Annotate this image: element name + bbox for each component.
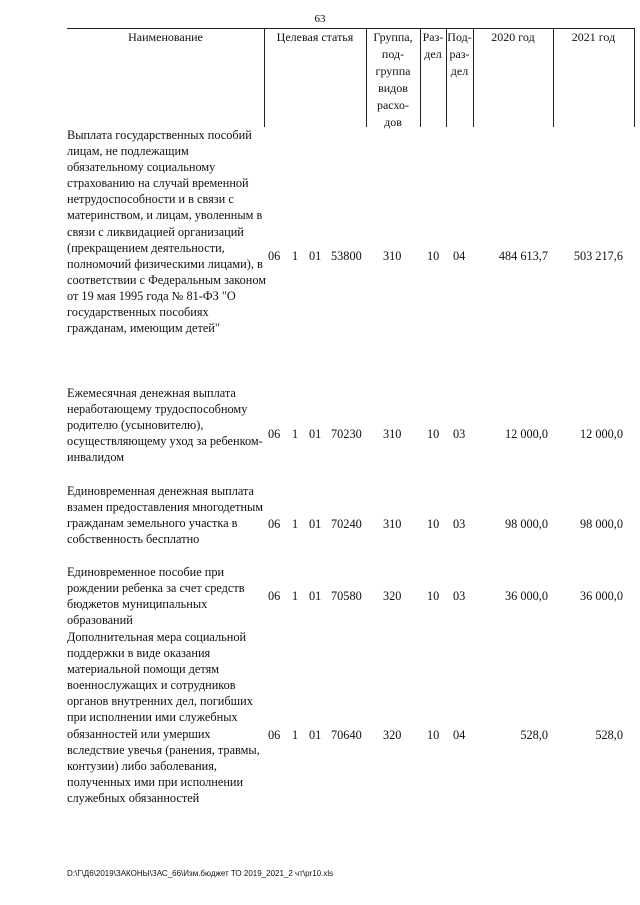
amount-2021: 36 000,0 — [579, 589, 623, 603]
section-code: 10 — [427, 517, 440, 531]
table-row — [0, 385, 640, 470]
header-2021: 2021 год — [571, 30, 616, 44]
subsection-code: 03 — [453, 427, 466, 441]
header-target: Целевая статья — [276, 30, 354, 44]
target-code: 70640 — [331, 728, 362, 742]
subsection-code: 04 — [453, 728, 466, 742]
header-section-line: Раз- — [422, 30, 444, 44]
target-event: 01 — [309, 427, 322, 441]
amount-2020: 36 000,0 — [504, 589, 548, 603]
section-code: 10 — [427, 249, 440, 263]
target-subprogram: 1 — [292, 427, 299, 441]
subsection-code: 03 — [453, 589, 466, 603]
target-subprogram: 1 — [292, 517, 299, 531]
header-name: Наименование — [128, 30, 203, 44]
target-event: 01 — [309, 589, 322, 603]
group-code: 320 — [383, 728, 402, 742]
section-code: 10 — [427, 589, 440, 603]
target-subprogram: 1 — [292, 589, 299, 603]
target-code: 70240 — [331, 517, 362, 531]
target-program: 06 — [268, 517, 281, 531]
table-row — [0, 629, 640, 824]
row-name: Ежемесячная денежная выплата неработающему трудоспособному родителю (усыновителю), осуществляющему уход за ребенком-инвалидом — [67, 386, 263, 465]
subsection-code: 03 — [453, 517, 466, 531]
header-2020: 2020 год — [491, 30, 535, 44]
header-section — [420, 29, 446, 63]
amount-2020: 484 613,7 — [498, 249, 548, 263]
table-row — [0, 564, 640, 630]
target-subprogram: 1 — [292, 249, 299, 263]
amount-2020: 12 000,0 — [504, 427, 548, 441]
table-row — [0, 127, 640, 357]
row-name: Единовременная денежная выплата взамен предоставления многодетным гражданам земельного участка в собственность бесплатно — [67, 484, 264, 547]
header-separator — [634, 28, 635, 127]
group-code: 310 — [383, 249, 402, 263]
header-subsection-line: дел — [450, 64, 469, 78]
header-subsection-line: Под- — [447, 30, 472, 44]
amount-2021: 528,0 — [595, 728, 623, 742]
section-code: 10 — [427, 728, 440, 742]
amount-2020: 98 000,0 — [504, 517, 548, 531]
row-name: Выплата государственных пособий лицам, не подлежащим обязательному социальному страхованию на случай временной нетрудоспособности и в связи с материнством, и лицам, уволенным в связи с ликвидацией организаций (прекращением деятельности, полномочий физическими лицами), в соответствии с Федеральным законом от 19 мая 1995 года № 81-ФЗ "О государственных пособиях гражданам, имеющим детей" — [67, 128, 267, 336]
target-event: 01 — [309, 728, 322, 742]
header-section-line: дел — [424, 47, 442, 61]
header-group-line: расхо- — [376, 98, 410, 112]
header-group-line: дов — [384, 115, 402, 129]
amount-2020: 528,0 — [520, 728, 548, 742]
group-code: 310 — [383, 427, 402, 441]
target-event: 01 — [309, 517, 322, 531]
section-code: 10 — [427, 427, 440, 441]
header-group — [366, 29, 420, 131]
target-code: 70230 — [331, 427, 362, 441]
target-program: 06 — [268, 249, 281, 263]
amount-2021: 503 217,6 — [573, 249, 623, 263]
header-group-line: Группа, — [373, 30, 413, 44]
group-code: 310 — [383, 517, 402, 531]
header-group-line: группа — [375, 64, 411, 78]
page-number: 63 — [314, 13, 326, 25]
target-program: 06 — [268, 589, 281, 603]
subsection-code: 04 — [453, 249, 466, 263]
amount-2021: 98 000,0 — [579, 517, 623, 531]
row-name: Дополнительная мера социальной поддержки в виде оказания материальной помощи детям военнослужащих и сотрудников органов внутренних дел, погибших при исполнении ими служебных обязанностей или умерших вследствие увечья (ранения, травмы, контузии) либо заболевания, полученных ими при исполнении служебных обязанностей — [67, 630, 260, 805]
row-name: Единовременное пособие при рождении ребенка за счет средств бюджетов муниципальных образований — [67, 565, 245, 628]
header-group-line: видов — [378, 81, 408, 95]
target-code: 53800 — [331, 249, 362, 263]
table-row — [0, 483, 640, 565]
target-program: 06 — [268, 427, 281, 441]
header-group-line: под- — [381, 47, 405, 61]
target-program: 06 — [268, 728, 281, 742]
file-path-footer: D:\Г\Д6\2019\ЗАКОНЫ\ЗАС_66\Изм.бюджет ТО 2019_2021_2 чт\pr10.xls — [67, 869, 334, 878]
target-code: 70580 — [331, 589, 362, 603]
amount-2021: 12 000,0 — [579, 427, 623, 441]
header-subsection — [446, 29, 473, 80]
target-event: 01 — [309, 249, 322, 263]
group-code: 320 — [383, 589, 402, 603]
header-subsection-line: раз- — [449, 47, 470, 61]
table-header — [0, 26, 640, 127]
target-subprogram: 1 — [292, 728, 299, 742]
